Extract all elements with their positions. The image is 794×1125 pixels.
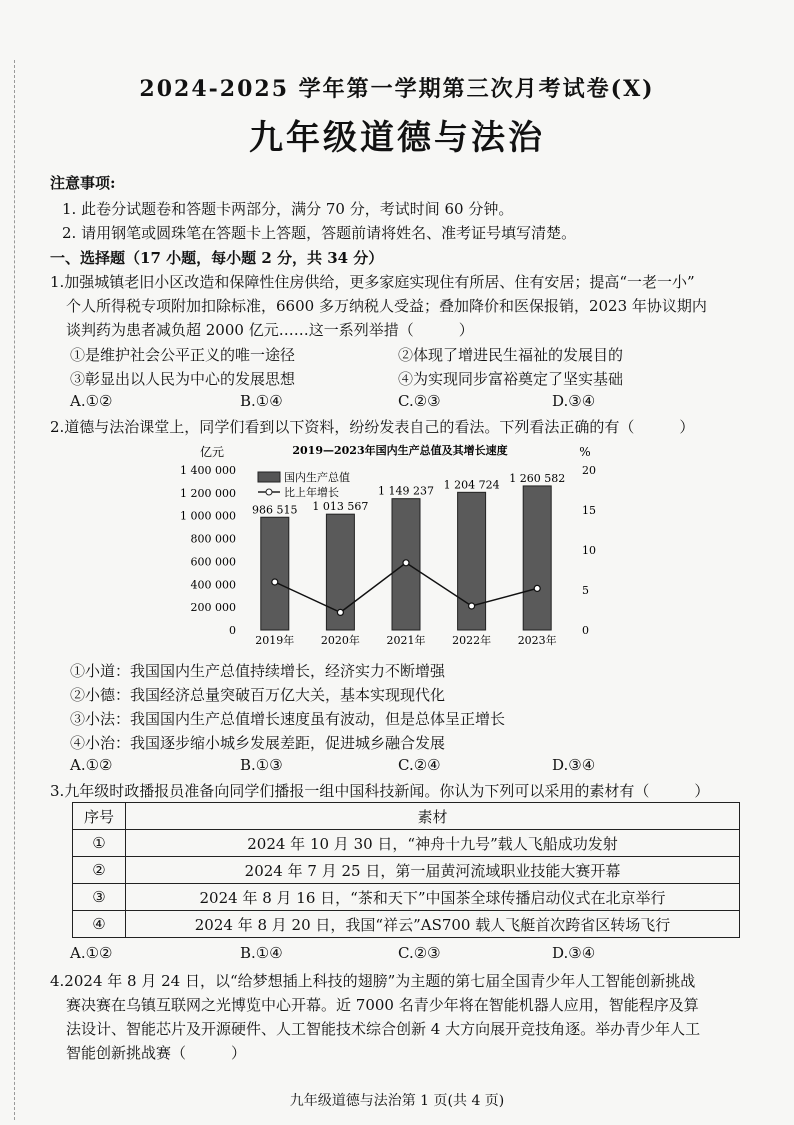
y2-tick-label: 5	[582, 584, 589, 597]
q1-option-a[interactable]: A.①②	[70, 392, 113, 410]
bar-value-label: 986 515	[252, 503, 298, 517]
y-tick-label: 0	[229, 624, 236, 637]
q1-option-d[interactable]: D.③④	[552, 392, 596, 410]
y2-axis-unit: %	[579, 445, 591, 459]
table-cell-index: ④	[73, 911, 126, 938]
notice-heading: 注意事项:	[50, 174, 116, 192]
y-tick-label: 600 000	[190, 555, 236, 569]
legend-label-gdp: 国内生产总值	[284, 471, 350, 484]
bar-value-label: 1 013 567	[312, 500, 369, 514]
chart-title: 2019—2023年国内生产总值及其增长速度	[292, 444, 508, 457]
q1-option-c[interactable]: C.②③	[398, 392, 441, 410]
table-cell-material: 2024 年 8 月 20 日，我国“祥云”AS700 载人飞艇首次跨省区转场飞行	[126, 911, 740, 938]
table-row	[73, 857, 740, 884]
q3-stem: 3.九年级时政播报员准备向同学们播报一组中国科技新闻。你认为下列可以采用的素材有（ ）	[50, 782, 710, 800]
gdp-chart	[180, 440, 620, 650]
table-cell-material: 2024 年 7 月 25 日，第一届黄河流域职业技能大赛开幕	[126, 857, 740, 884]
q3-option-c[interactable]: C.②③	[398, 944, 441, 962]
y-tick-label: 1 200 000	[180, 486, 236, 500]
q2-option-c[interactable]: C.②④	[398, 756, 441, 774]
q2-option-a[interactable]: A.①②	[70, 756, 113, 774]
y-tick-label: 800 000	[190, 532, 236, 546]
y-axis-unit: 亿元	[199, 445, 225, 459]
q1-stem-line: 谈判药为患者减负超 2000 亿元……这一系列举措（ ）	[66, 321, 474, 339]
growth-point	[469, 603, 475, 609]
page-footer: 九年级道德与法治第 1 页(共 4 页)	[289, 1093, 505, 1109]
gdp-bar	[261, 517, 289, 630]
table-row	[73, 830, 740, 857]
notice-item: 1. 此卷分试题卷和答题卡两部分，满分 70 分，考试时间 60 分钟。	[62, 200, 514, 218]
q1-stem-line: 1.加强城镇老旧小区改造和保障性住房供给，更多家庭实现住有所居、住有安居；提高“一老一小”	[50, 273, 695, 291]
table-cell-index: ③	[73, 884, 126, 911]
growth-point	[534, 585, 540, 591]
q2-statement: ②小德：我国经济总量突破百万亿大关，基本实现现代化	[70, 686, 446, 704]
legend-marker-growth	[266, 489, 272, 495]
q3-material-table	[72, 802, 740, 938]
legend-label-growth: 比上年增长	[284, 486, 339, 499]
x-tick-label: 2021年	[386, 634, 426, 647]
q1-statement: ①是维护社会公平正义的唯一途径	[70, 346, 296, 364]
table-cell-index: ②	[73, 857, 126, 884]
table-cell-material: 2024 年 8 月 16 日，“茶和天下”中国茶全球传播启动仪式在北京举行	[126, 884, 740, 911]
x-tick-label: 2023年	[517, 634, 557, 647]
bar-value-label: 1 204 724	[443, 478, 500, 492]
binding-margin-line	[14, 60, 15, 1120]
table-header: 序号	[73, 803, 126, 830]
section-heading: 一、选择题（17 小题，每小题 2 分，共 34 分）	[50, 249, 384, 267]
q4-stem-line: 4.2024 年 8 月 24 日，以“给梦想插上科技的翅膀”为主题的第七届全国青少年人工智能创新挑战	[50, 972, 696, 990]
y-tick-label: 400 000	[190, 578, 236, 592]
growth-point	[403, 560, 409, 566]
q3-option-d[interactable]: D.③④	[552, 944, 596, 962]
q2-stem: 2.道德与法治课堂上，同学们看到以下资料，纷纷发表自己的看法。下列看法正确的有（ ）	[50, 418, 695, 436]
q3-option-a[interactable]: A.①②	[70, 944, 113, 962]
bar-value-label: 1 149 237	[378, 484, 434, 498]
q2-statement: ①小道：我国国内生产总值持续增长，经济实力不断增强	[70, 662, 446, 680]
exam-title: 2024-2025 学年第一学期第三次月考试卷(X)	[139, 76, 655, 102]
exam-subject: 九年级道德与法治	[249, 118, 545, 158]
q1-option-b[interactable]: B.①④	[240, 392, 283, 410]
table-header: 素材	[126, 803, 740, 830]
q4-stem-line: 赛决赛在乌镇互联网之光博览中心开幕。近 7000 名青少年将在智能机器人应用，智能程序及算	[66, 996, 699, 1014]
q4-stem-line: 智能创新挑战赛（ ）	[66, 1044, 247, 1062]
y-tick-label: 1 400 000	[180, 464, 236, 477]
notice-item: 2. 请用钢笔或圆珠笔在答题卡上答题，答题前请将姓名、准考证号填写清楚。	[62, 224, 577, 242]
table-row	[73, 911, 740, 938]
y-tick-label: 1 000 000	[180, 509, 236, 523]
q2-option-b[interactable]: B.①③	[240, 756, 283, 774]
table-cell-index: ①	[73, 830, 126, 857]
table-header-row	[73, 803, 740, 830]
x-tick-label: 2022年	[452, 634, 492, 647]
q4-stem-line: 法设计、智能芯片及开源硬件、人工智能技术综合创新 4 大方向展开竞技角逐。举办青少年人工	[66, 1020, 701, 1038]
table-cell-material: 2024 年 10 月 30 日，“神舟十九号”载人飞船成功发射	[126, 830, 740, 857]
y2-tick-label: 20	[582, 464, 596, 477]
x-tick-label: 2019年	[255, 634, 295, 647]
q1-statement: ④为实现同步富裕奠定了坚实基础	[398, 370, 624, 388]
legend-swatch-gdp	[258, 472, 280, 482]
growth-point	[337, 609, 343, 615]
y-tick-label: 200 000	[190, 601, 236, 615]
q2-statement: ④小治：我国逐步缩小城乡发展差距，促进城乡融合发展	[70, 734, 446, 752]
gdp-bar	[523, 486, 551, 630]
q1-stem-line: 个人所得税专项附加扣除标准，6600 多万纳税人受益；叠加降价和医保报销，2023 年协议期内	[66, 297, 707, 315]
table-row	[73, 884, 740, 911]
q1-statement: ②体现了增进民生福祉的发展目的	[398, 346, 624, 364]
y2-tick-label: 15	[582, 504, 596, 517]
y2-tick-label: 10	[582, 544, 596, 557]
bar-value-label: 1 260 582	[509, 471, 566, 485]
x-tick-label: 2020年	[320, 634, 360, 647]
q3-option-b[interactable]: B.①④	[240, 944, 283, 962]
q1-statement: ③彰显出以人民为中心的发展思想	[70, 370, 296, 388]
q2-statement: ③小法：我国国内生产总值增长速度虽有波动，但是总体呈正增长	[70, 710, 506, 728]
y2-tick-label: 0	[582, 624, 589, 637]
q2-option-d[interactable]: D.③④	[552, 756, 596, 774]
growth-point	[272, 579, 278, 585]
